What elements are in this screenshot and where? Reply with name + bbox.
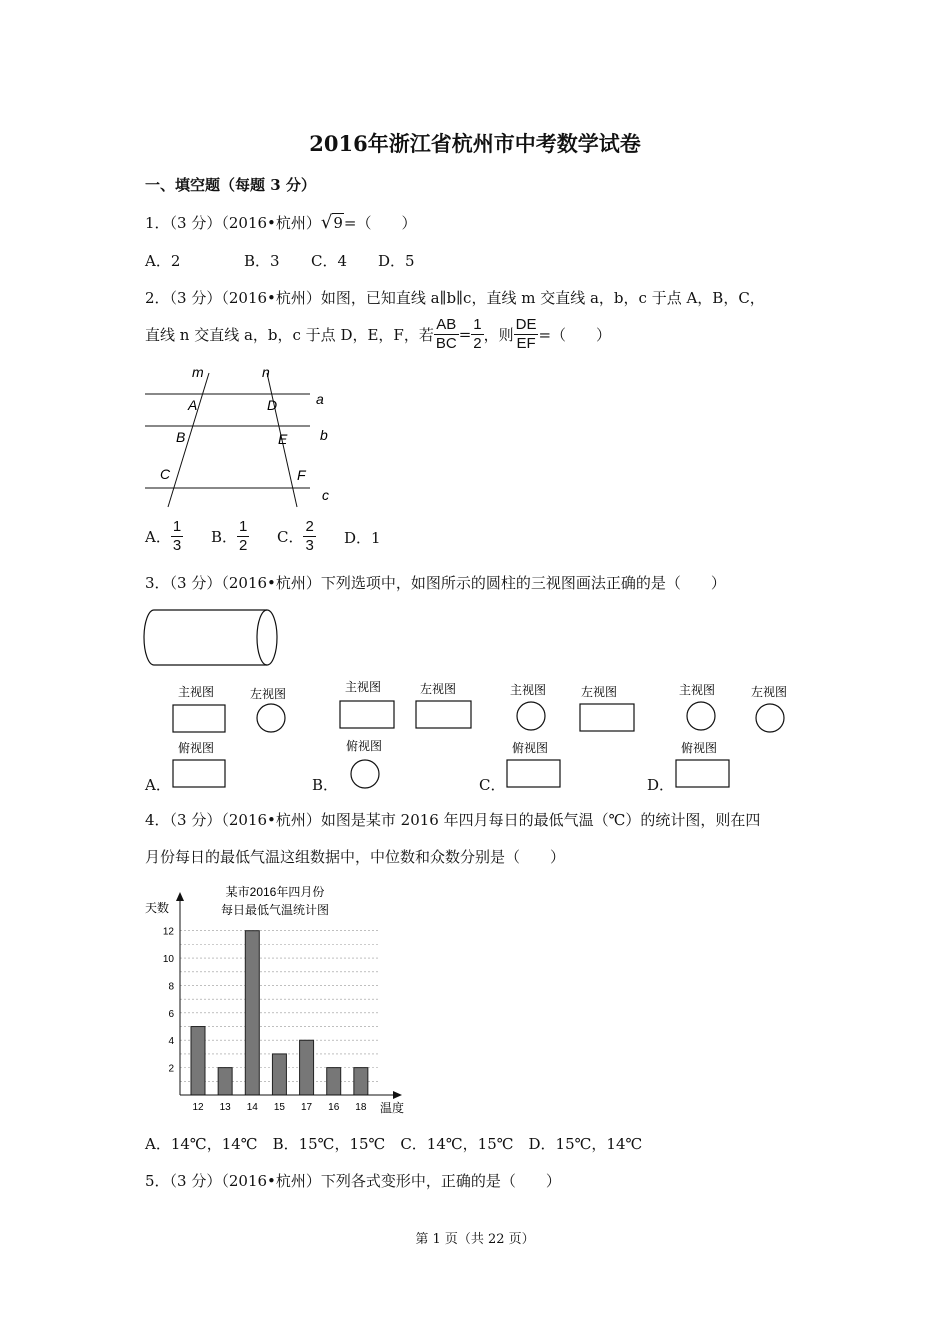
frac-num: 1: [239, 518, 248, 535]
q1-prefix: 1．（3 分）（2016•杭州）: [145, 214, 321, 232]
label-b: b: [320, 427, 328, 443]
y-tick-label: 6: [168, 1008, 174, 1020]
q4-line1: 4．（3 分）（2016•杭州）如图是某市 2016 年四月每日的最低气温（℃）的统计图，则在四: [145, 811, 761, 829]
top-view-label: 俯视图: [512, 741, 549, 755]
label-E: E: [278, 431, 288, 447]
q1-option-b: B．3: [244, 252, 280, 270]
left-view-label: 左视图: [250, 687, 287, 701]
frac-num: 1: [172, 518, 182, 535]
option-label: B．: [211, 528, 238, 546]
q3-option-b: B．: [312, 776, 339, 794]
b-left-rect: [416, 701, 471, 728]
front-view-label: 主视图: [679, 683, 716, 697]
x-tick-label: 17: [301, 1102, 313, 1113]
q1-option-d: D．5: [378, 252, 415, 270]
q3-option-c: C．: [479, 776, 506, 794]
left-view-label: 左视图: [751, 685, 788, 699]
y-tick-label: 8: [168, 981, 174, 993]
cylinder-figure: [140, 605, 285, 670]
x-tick-label: 13: [219, 1102, 231, 1113]
q2-line1: 2．（3 分）（2016•杭州）如图，已知直线 a∥b∥c，直线 m 交直线 a，b，c 于点 A，B，C，: [145, 289, 765, 307]
a-left-circle: [257, 704, 285, 732]
x-tick-label: 18: [355, 1102, 367, 1113]
x-tick-label: 12: [192, 1102, 204, 1113]
x-tick-label: 16: [328, 1102, 340, 1113]
q3-option-d: D．: [647, 776, 675, 794]
q3-option-a: A．: [145, 776, 171, 794]
parallel-lines-figure: [140, 360, 340, 515]
top-view-label: 俯视图: [178, 741, 215, 755]
label-m: m: [192, 364, 204, 380]
frac-den: BC: [435, 335, 457, 352]
label-B: B: [176, 429, 186, 445]
d-front-circle: [687, 702, 715, 730]
y-tick-label: 4: [168, 1036, 174, 1048]
q4-options: A．14℃，14℃ B．15℃，15℃ C．14℃，15℃ D．15℃，14℃: [145, 1135, 643, 1153]
q1-suffix: =（ ）: [343, 214, 417, 232]
label-c: c: [322, 487, 329, 503]
q1-option-c: C．4: [311, 252, 348, 270]
bar: [300, 1040, 314, 1095]
chart-title-line1: 某市2016年四月份: [225, 885, 325, 899]
top-view-label: 俯视图: [346, 739, 383, 753]
bar: [218, 1068, 232, 1095]
bar: [327, 1068, 341, 1095]
option-label: C．: [277, 528, 304, 546]
y-axis-arrow: [176, 892, 184, 901]
option-fraction: [171, 518, 183, 555]
a-top-rect: [173, 760, 225, 787]
q1-radicand: 9: [333, 214, 343, 232]
x-axis-arrow: [393, 1091, 402, 1099]
a-front-rect: [173, 705, 225, 732]
frac-num: DE: [515, 316, 537, 333]
c-top-rect: [507, 760, 560, 787]
y-tick-label: 10: [162, 954, 174, 966]
section-heading: 一、填空题（每题 3 分）: [145, 176, 316, 194]
x-tick-label: 15: [273, 1102, 285, 1113]
frac-den: 2: [239, 537, 248, 554]
label-F: F: [297, 467, 306, 483]
frac-den: EF: [516, 335, 536, 352]
x-tick-label: 14: [246, 1102, 258, 1113]
equals-sign: =: [458, 325, 472, 344]
fraction-one-half: [471, 316, 483, 353]
q2-option-d: D．1: [344, 529, 381, 547]
sqrt-symbol: √: [320, 212, 333, 233]
b-top-circle: [351, 760, 379, 788]
page-footer: 第 1 页（共 22 页）: [415, 1232, 535, 1247]
d-top-rect: [676, 760, 729, 787]
label-A: A: [188, 397, 198, 413]
cylinder-body: [154, 610, 267, 665]
question-1: [145, 212, 417, 233]
q2-option-c: [277, 518, 316, 555]
q2-line2: [145, 316, 611, 353]
c-front-circle: [517, 702, 545, 730]
frac-num: 2: [305, 518, 314, 535]
bar: [245, 931, 259, 1095]
temperature-bar-chart: [140, 882, 415, 1117]
q3-text: 3．（3 分）（2016•杭州）下列选项中，如图所示的圆柱的三视图画法正确的是（ ）: [145, 574, 726, 592]
q2-line2-text: 直线 n 交直线 a，b，c 于点 D，E，F，若: [145, 326, 434, 344]
option-label: A．: [145, 528, 171, 546]
b-front-rect: [340, 701, 394, 728]
top-view-label: 俯视图: [681, 741, 718, 755]
y-tick-label: 2: [168, 1063, 174, 1075]
frac-den: 2: [473, 335, 482, 352]
label-C: C: [160, 466, 171, 482]
label-n: n: [262, 364, 270, 380]
cylinder-left-end: [144, 610, 154, 665]
fraction-ab-bc: [434, 316, 459, 353]
chart-title-line2: 每日最低气温统计图: [220, 903, 330, 917]
q2-tail: =（ ）: [538, 326, 612, 344]
label-a: a: [316, 391, 324, 407]
front-view-label: 主视图: [178, 685, 215, 699]
label-D: D: [267, 397, 278, 413]
frac-num: 1: [473, 316, 482, 333]
q2-option-a: [145, 518, 183, 555]
bar: [272, 1054, 286, 1095]
y-axis-label: 天数: [145, 901, 170, 915]
page-title: 2016年浙江省杭州市中考数学试卷: [309, 131, 641, 156]
q5-text: 5．（3 分）（2016•杭州）下列各式变形中，正确的是（ ）: [145, 1172, 561, 1190]
frac-den: 3: [172, 537, 182, 554]
option-fraction: [237, 518, 249, 555]
x-axis-label: 温度: [380, 1101, 405, 1115]
d-left-circle: [756, 704, 784, 732]
frac-num: AB: [434, 316, 459, 335]
c-left-rect: [580, 704, 634, 731]
q4-line2: 月份每日的最低气温这组数据中，中位数和众数分别是（ ）: [145, 848, 566, 866]
line-m: [168, 373, 209, 507]
front-view-label: 主视图: [510, 683, 547, 697]
left-view-label: 左视图: [581, 685, 618, 699]
option-fraction: [303, 518, 315, 555]
front-view-label: 主视图: [345, 680, 382, 694]
frac-den: 3: [305, 537, 314, 554]
q2-then: ，则: [483, 326, 514, 344]
cylinder-right-end: [257, 610, 277, 665]
q1-option-a: A．2: [145, 252, 181, 270]
fraction-de-ef: [514, 316, 539, 353]
left-view-label: 左视图: [420, 682, 457, 696]
q2-option-b: [211, 518, 249, 555]
bar: [191, 1027, 205, 1095]
bar: [354, 1068, 368, 1095]
y-tick-label: 12: [162, 926, 174, 938]
